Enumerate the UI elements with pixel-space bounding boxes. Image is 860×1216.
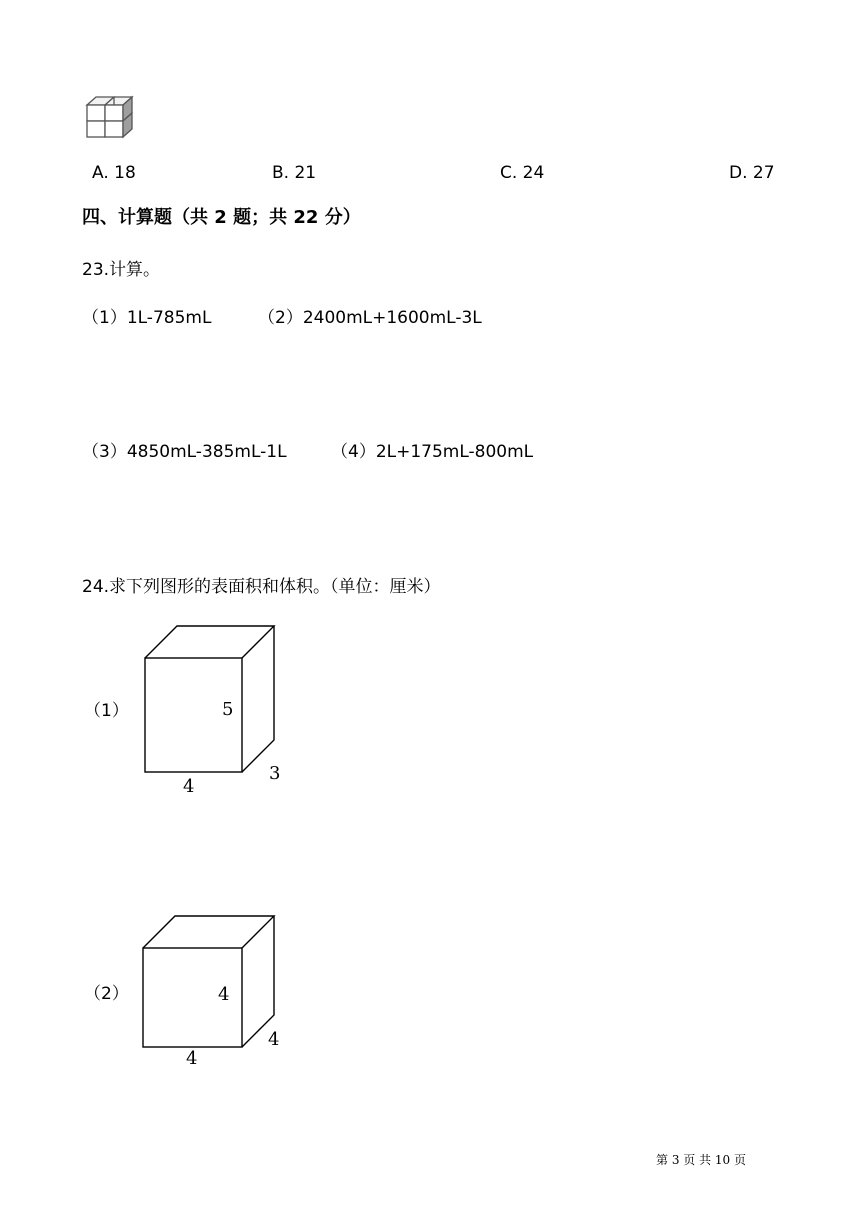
figure-1-width-label: 3 (269, 763, 281, 784)
section-heading (82, 206, 361, 230)
figure-2-length-label: 4 (186, 1048, 198, 1069)
section-count: 2 (214, 207, 227, 228)
figure-1-label: （1） (84, 701, 129, 721)
option-b: B. 21 (272, 163, 317, 183)
stacked-cubes-figure (84, 93, 142, 145)
q23-item-1: （1）1L-785mL (82, 308, 212, 328)
cuboid-figure-1 (140, 622, 290, 802)
figure-2-label: （2） (84, 984, 129, 1004)
figure-2-height-label: 4 (218, 984, 230, 1005)
q23-item-3: （3）4850mL-385mL-1L (82, 442, 287, 462)
page-footer: 第 3 页 共 10 页 (656, 1153, 746, 1167)
option-a: A. 18 (92, 163, 136, 183)
figure-1-length-label: 4 (183, 776, 195, 797)
figure-2-width-label: 4 (268, 1029, 280, 1050)
cube-figure-2 (138, 912, 288, 1062)
q23-item-2: （2）2400mL+1600mL-3L (258, 308, 482, 328)
q24-title: 24.求下列图形的表面积和体积。（单位：厘米） (82, 577, 441, 597)
option-d: D. 27 (729, 163, 775, 183)
section-suffix: 分） (318, 207, 361, 228)
section-mid: 题；共 (226, 207, 294, 228)
q23-title: 23.计算。 (82, 260, 161, 280)
q23-item-4: （4）2L+175mL-800mL (331, 442, 534, 462)
figure-1-height-label: 5 (222, 699, 234, 720)
option-c: C. 24 (500, 163, 545, 183)
section-score: 22 (293, 207, 319, 228)
section-prefix: 四、计算题（共 (82, 207, 215, 228)
